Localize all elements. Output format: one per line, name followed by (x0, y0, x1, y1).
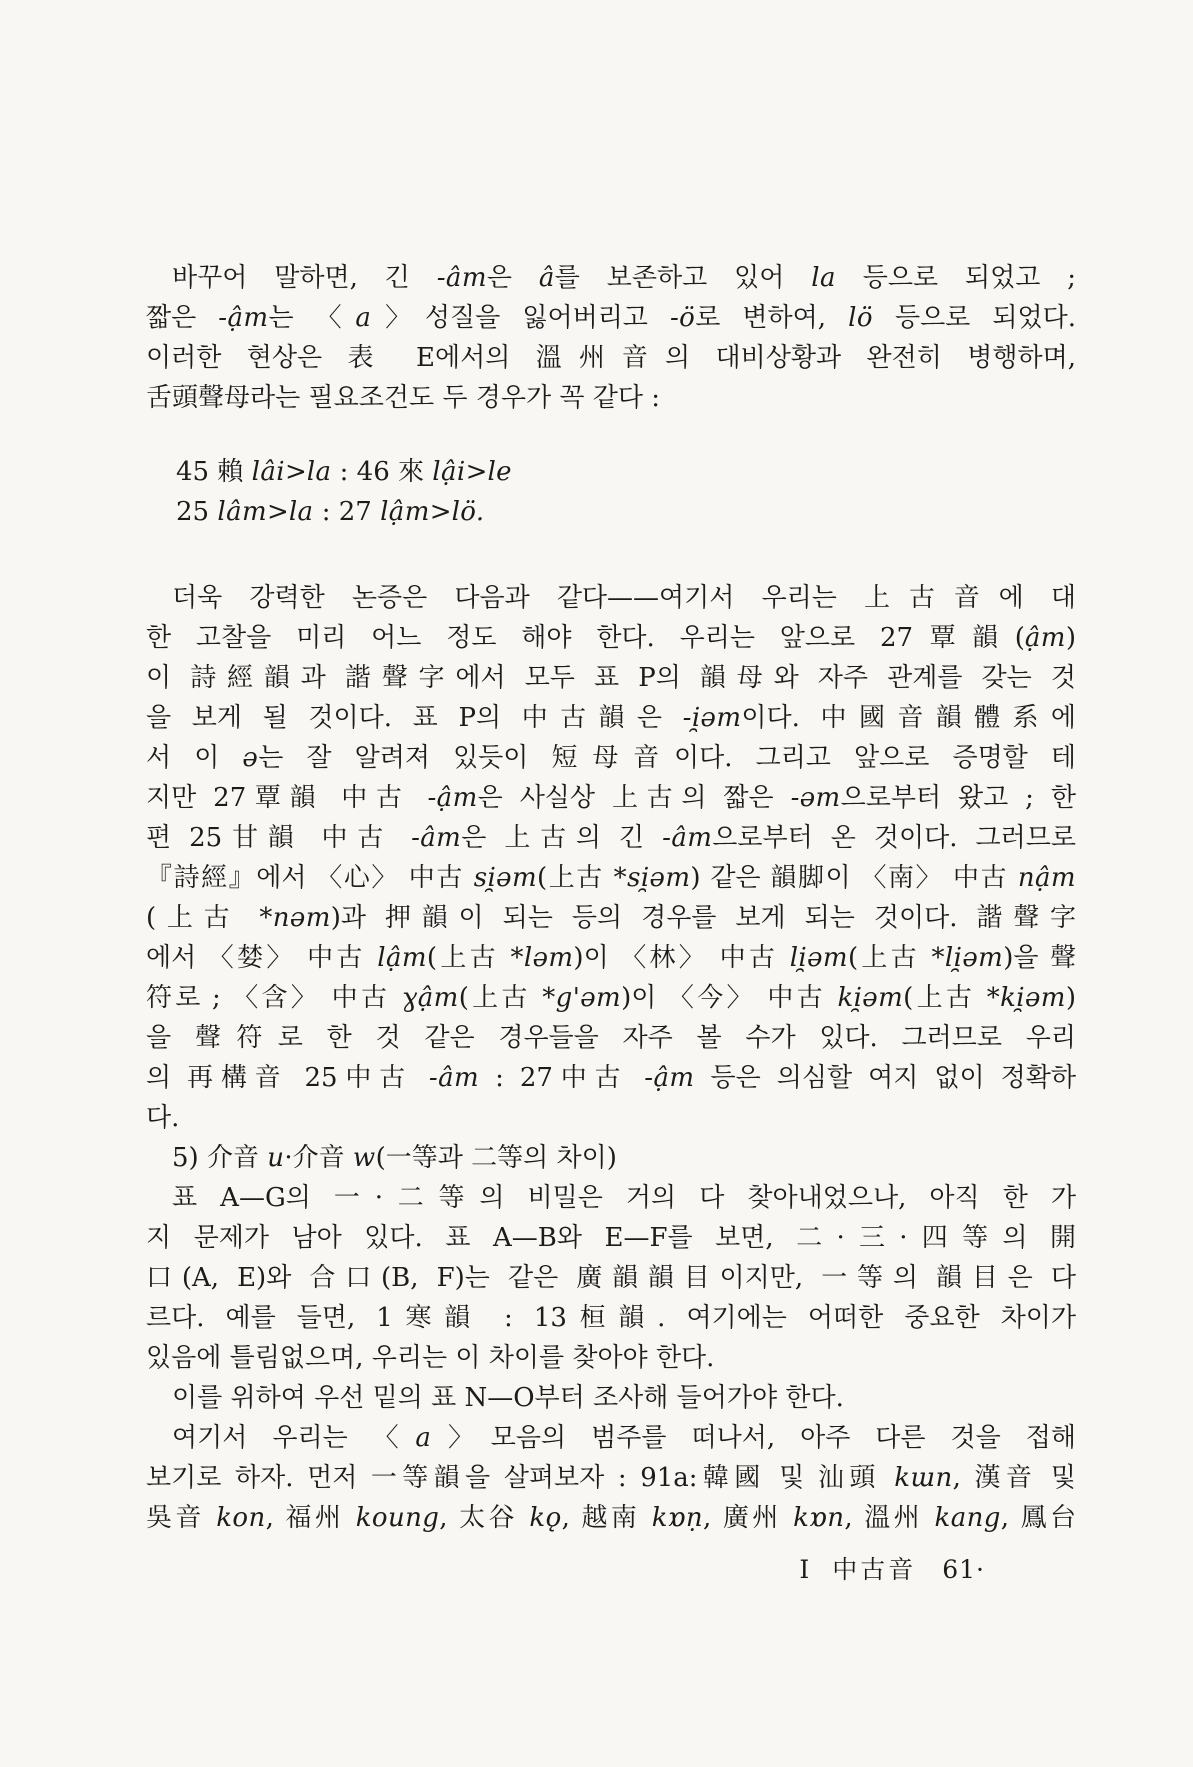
romanization-text: kang (934, 1503, 1001, 1533)
body-text: 에서 〈婪〉 中古 (146, 943, 378, 973)
romanization-text: la (288, 497, 314, 527)
body-text: > (267, 497, 289, 527)
romanization-text: kon (216, 1503, 266, 1533)
text-line (146, 698, 1076, 738)
body-text: 는 〈 (268, 303, 356, 333)
text-line (146, 1418, 1076, 1458)
body-text: ) (1065, 623, 1076, 653)
text-line (146, 1218, 1076, 1258)
body-text: (上古 (146, 903, 260, 933)
text-line (146, 298, 1076, 338)
body-text: 은 사실상 上古의 짧은 (477, 783, 791, 813)
romanization-text: ậm (1024, 623, 1066, 653)
text-line (146, 452, 1076, 492)
text-line (146, 1338, 1076, 1378)
body-text: 여기서 우리는 〈 (172, 1423, 416, 1453)
romanization-text: -ậm (644, 1063, 695, 1093)
romanization-text: lậi (432, 457, 466, 487)
body-text: 이 詩經韻과 諧聲字에서 모두 표 P의 韻母와 자주 관계를 갖는 것 (146, 663, 1076, 693)
romanization-text: la (306, 457, 332, 487)
body-text: 있음에 틀림없으며, 우리는 이 차이를 찾아야 한다. (146, 1343, 715, 1373)
body-text: 다. (146, 1103, 180, 1133)
body-text: 은 (486, 263, 539, 293)
romanization-text: -ö (670, 303, 696, 333)
body-text: 지 문제가 남아 있다. 표 A—B와 E—F를 보면, 二·三·四等의 開 (146, 1223, 1076, 1253)
romanization-text: si̯əm (473, 863, 538, 893)
footer-section-number: I (799, 1555, 811, 1584)
body-text: 편 25甘韻 中古 (146, 823, 412, 853)
body-text: ) (1065, 983, 1076, 1013)
romanization-text: u (267, 1143, 285, 1173)
body-text: 표 A—G의 一·二等의 비밀은 거의 다 찾아내었으나, 아직 한 가 (172, 1183, 1076, 1213)
body-text: > (465, 457, 488, 487)
romanization-text: lâm (217, 497, 268, 527)
body-text: 를 보존하고 있어 (554, 263, 812, 293)
body-text: 르다. 예를 들면, 1寒韻 : 13桓韻. 여기에는 어떠한 중요한 차이가 (146, 1303, 1076, 1333)
body-text: 더욱 강력한 논증은 다음과 같다——여기서 우리는 上古音에 대 (172, 583, 1076, 613)
romanization-text: w (352, 1143, 376, 1173)
body-text: 등으로 되었고 ; (835, 263, 1077, 293)
body-text: , 太谷 (439, 1503, 530, 1533)
text-line (146, 492, 1076, 532)
body-text: : 27 (313, 497, 381, 527)
romanization-text: le (487, 457, 512, 487)
romanization-text: ə (242, 743, 259, 773)
body-text: 등으로 되었다. (872, 303, 1076, 333)
text-line (146, 1098, 1076, 1138)
text-line (146, 1458, 1076, 1498)
romanization-text: kɒṇ (651, 1503, 704, 1533)
text-line (146, 898, 1076, 938)
footer-section-title: 中古音 (832, 1555, 917, 1584)
page-number: 61· (942, 1555, 985, 1584)
body-text: 을 聲符로 한 것 같은 경우들을 자주 볼 수가 있다. 그러므로 우리 (146, 1023, 1076, 1053)
body-text: > (284, 457, 307, 487)
page-text (146, 258, 1076, 1538)
body-text: )이 〈今〉 中古 (621, 983, 838, 1013)
text-line (146, 378, 1076, 418)
body-text: , 越南 (561, 1503, 652, 1533)
romanization-text: a (415, 1423, 432, 1453)
body-text: (上古 (903, 983, 987, 1013)
romanization-text: lö. (451, 497, 485, 527)
body-text: 45 賴 (176, 457, 252, 487)
body-text: 이를 위하여 우선 밑의 표 N—O부터 조사해 들어가야 한다. (172, 1383, 844, 1413)
romanization-text: kɒn (793, 1503, 845, 1533)
text-line (146, 858, 1076, 898)
text-line (146, 818, 1076, 858)
body-text: 吳音 (146, 1503, 217, 1533)
romanization-text: ɣậm (401, 983, 459, 1013)
body-text: 〉성질을 잃어버리고 (371, 303, 670, 333)
body-text: 한 고찰을 미리 어느 정도 해야 한다. 우리는 앞으로 27覃韻( (146, 623, 1025, 653)
text-line (146, 658, 1076, 698)
romanization-text: -âm (662, 823, 713, 853)
text-line (146, 938, 1076, 978)
romanization-text: -âm (411, 823, 462, 853)
body-text: 으로부터 왔고 ; 한 (840, 783, 1076, 813)
romanization-text: â (538, 263, 555, 293)
body-text: : 46 來 (331, 457, 433, 487)
body-text: )을 聲 (1003, 943, 1076, 973)
body-text: (上古 (426, 943, 511, 973)
text-line (146, 578, 1076, 618)
romanization-text: *li̯əm (931, 943, 1004, 973)
text-line (146, 1018, 1076, 1058)
text-line (146, 1178, 1076, 1218)
text-line (146, 1298, 1076, 1338)
body-text: (上古 (847, 943, 932, 973)
romanization-text: la (811, 263, 836, 293)
text-line (146, 338, 1076, 378)
body-text: , 福州 (265, 1503, 356, 1533)
text-line (146, 1378, 1076, 1418)
body-text: 서 이 (146, 743, 243, 773)
body-text: )이 〈林〉 中古 (573, 943, 790, 973)
body-text: , 鳳台 (1000, 1503, 1076, 1533)
romanization-text: lậm (377, 943, 427, 973)
body-text: 는 잘 알려져 있듯이 短母音이다. 그리고 앞으로 증명할 테 (258, 743, 1077, 773)
romanization-text: -âm (436, 263, 487, 293)
romanization-text: *nəm (259, 903, 331, 933)
text-line (146, 1498, 1076, 1538)
body-text: 을 보게 될 것이다. 표 P의 中古韻은 (146, 703, 683, 733)
romanization-text: kɯn (894, 1463, 953, 1493)
body-text: 은 上古의 긴 (461, 823, 663, 853)
romanization-text: lâi (251, 457, 285, 487)
romanization-text: -âm (428, 1063, 480, 1093)
body-text: : 27中古 (479, 1063, 645, 1093)
body-text: 口(A, E)와 合口(B, F)는 같은 廣韻韻目이지만, 一等의 韻目은 다 (146, 1263, 1076, 1293)
romanization-text: -ậm (218, 303, 269, 333)
body-text: (上古 (537, 863, 614, 893)
romanization-text: -ậm (427, 783, 478, 813)
body-text: )과 押韻이 되는 등의 경우를 보게 되는 것이다. 諧聲字 (330, 903, 1076, 933)
body-text: 舌頭聲母라는 필요조건도 두 경우가 꼭 같다 : (146, 383, 660, 413)
body-text: (上古 (458, 983, 543, 1013)
text-line (146, 1138, 1076, 1178)
text-line (146, 258, 1076, 298)
body-text: 의 再構音 25中古 (146, 1063, 429, 1093)
body-text: 符로 ; 〈含〉 中古 (146, 983, 402, 1013)
body-text: > (429, 497, 452, 527)
body-text: , 漢音 및 (952, 1463, 1076, 1493)
body-text: , 溫州 (844, 1503, 935, 1533)
page-footer (799, 1550, 985, 1586)
body-text: 『詩經』에서 〈心〉 中古 (146, 863, 474, 893)
romanization-text: li̯əm (789, 943, 848, 973)
body-text: 보기로 하자. 먼저 一等韻을 살펴보자 : 91a:韓國 및 汕頭 (146, 1463, 895, 1493)
body-text: 〉모음의 범주를 떠나서, 아주 다른 것을 접해 (431, 1423, 1076, 1453)
romanization-text: lö (848, 303, 873, 333)
romanization-text: a (355, 303, 372, 333)
romanization-text: -əm (790, 783, 841, 813)
body-text: 바꾸어 말하면, 긴 (172, 263, 437, 293)
body-text: 지만 27覃韻 中古 (146, 783, 428, 813)
body-text: (一等과 二等의 차이) (375, 1143, 617, 1173)
body-text: 5) 介音 (172, 1143, 268, 1173)
body-text: 이다. 中國音韻體系에 (741, 703, 1076, 733)
body-text: 짧은 (146, 303, 219, 333)
body-text: 이러한 현상은 表 E에서의 溫州音의 대비상황과 완전히 병행하며, (146, 343, 1076, 373)
text-line (146, 738, 1076, 778)
text-line (146, 778, 1076, 818)
body-text: 등은 의심할 여지 없이 정확하 (694, 1063, 1076, 1093)
body-text: 로 변하여, (695, 303, 849, 333)
romanization-text: *si̯əm (613, 863, 691, 893)
body-text: ) 같은 韻脚이 〈南〉 中古 (690, 863, 1018, 893)
text-line (146, 618, 1076, 658)
romanization-text: lậm (380, 497, 430, 527)
romanization-text: *g'əm (542, 983, 622, 1013)
romanization-text: *ki̯əm (986, 983, 1066, 1013)
body-text: ·介音 (284, 1143, 353, 1173)
text-line (146, 1258, 1076, 1298)
romanization-text: *ləm (510, 943, 574, 973)
romanization-text: koung (355, 1503, 440, 1533)
text-line (146, 1058, 1076, 1098)
romanization-text: nậm (1017, 863, 1076, 893)
romanization-text: kǫ (529, 1503, 562, 1533)
body-text: , 廣州 (703, 1503, 794, 1533)
romanization-text: -i̯əm (682, 703, 742, 733)
text-line (146, 978, 1076, 1018)
body-text: 25 (176, 497, 218, 527)
body-text: 으로부터 온 것이다. 그러므로 (712, 823, 1077, 853)
romanization-text: ki̯əm (837, 983, 904, 1013)
